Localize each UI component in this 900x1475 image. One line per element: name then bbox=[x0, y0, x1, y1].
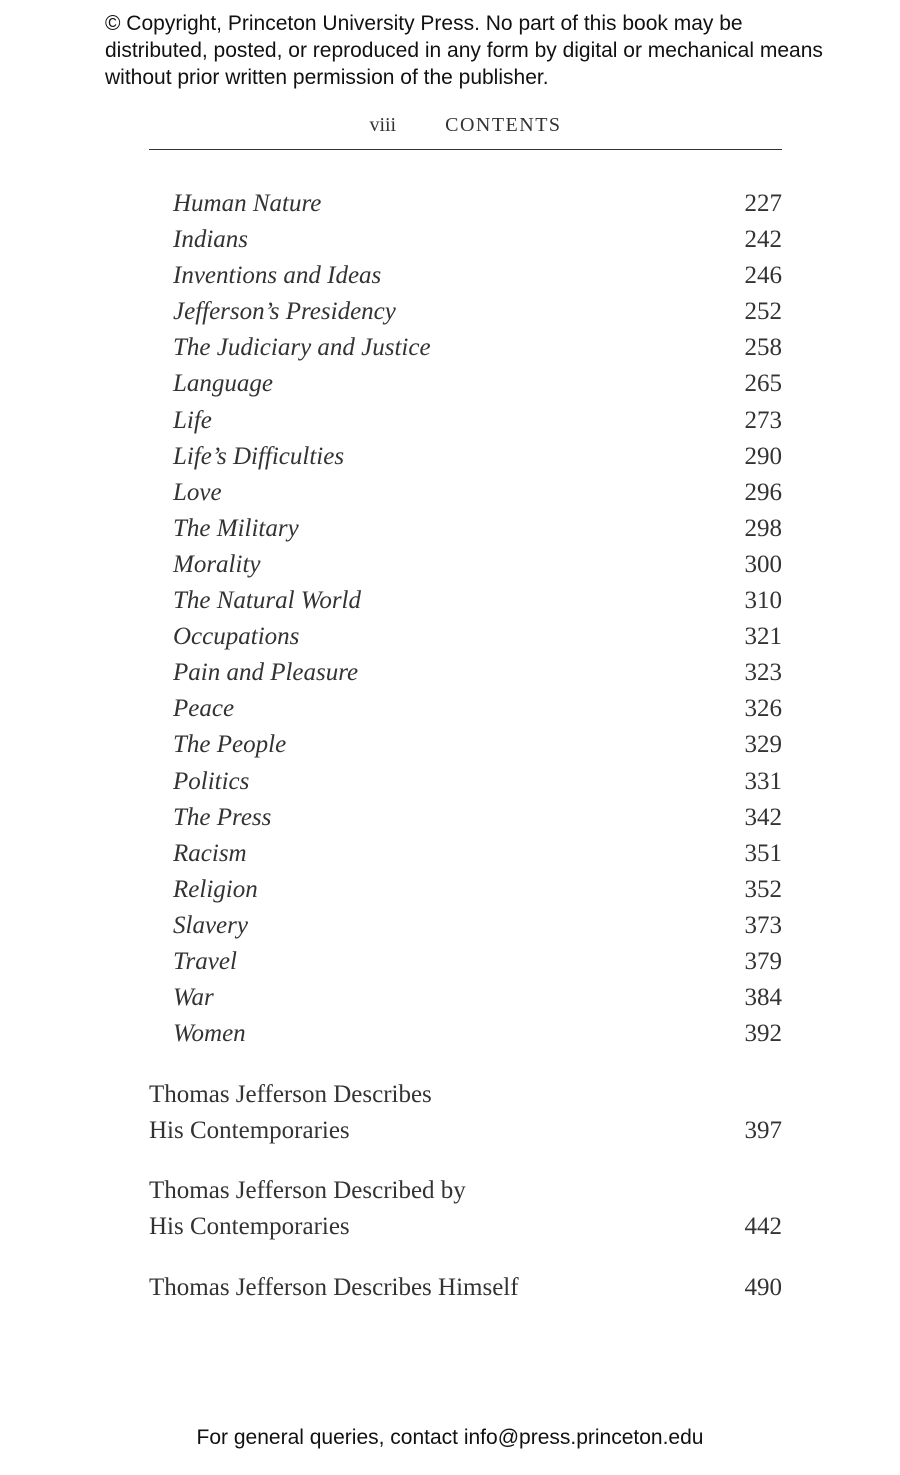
toc-sub-entry bbox=[173, 258, 782, 294]
toc-sub-entry bbox=[173, 439, 782, 475]
toc-entry-page: 290 bbox=[744, 443, 782, 470]
toc-entry-label: Jefferson’s Presidency bbox=[173, 298, 396, 325]
toc-entry-page: 352 bbox=[744, 876, 782, 903]
toc-sub-entry bbox=[173, 403, 782, 439]
toc-entry-page: 323 bbox=[744, 659, 782, 686]
toc-entry-label: The People bbox=[173, 731, 287, 758]
toc-entry-page: 265 bbox=[744, 370, 782, 397]
toc-sub-entry bbox=[173, 294, 782, 330]
toc-entry-label: The Judiciary and Justice bbox=[173, 334, 431, 361]
toc-entry-label: Peace bbox=[173, 695, 235, 722]
toc-sub-entry bbox=[173, 872, 782, 908]
toc-sub-entry bbox=[173, 727, 782, 763]
toc-entry-label: The Natural World bbox=[173, 587, 362, 614]
toc-entry-page: 397 bbox=[744, 1117, 782, 1144]
toc-entry-page: 351 bbox=[744, 840, 782, 867]
toc-sub-entry bbox=[173, 655, 782, 691]
copyright-notice: © Copyright, Princeton University Press. No part of this book may be distributed, posted, or reproduced in any form by digital or mechanical means without prior written permission of the publisher. bbox=[105, 12, 823, 89]
toc-entry-page: 326 bbox=[744, 695, 782, 722]
toc-entry-page: 227 bbox=[744, 190, 782, 217]
running-head bbox=[149, 114, 782, 137]
toc-entry-label: Politics bbox=[173, 768, 250, 795]
toc-entry-label: Indians bbox=[173, 226, 248, 253]
toc-entry-label: Inventions and Ideas bbox=[173, 262, 382, 289]
toc-main-entry bbox=[149, 1270, 782, 1306]
toc-entry-label: The Military bbox=[173, 515, 299, 542]
toc-entry-page: 298 bbox=[744, 515, 782, 542]
toc-entry-page: 490 bbox=[744, 1274, 782, 1301]
toc-entry-label: Slavery bbox=[173, 912, 248, 939]
toc-sub-entry bbox=[173, 583, 782, 619]
toc-entry-line: Thomas Jefferson Describes bbox=[149, 1081, 432, 1108]
toc-sub-entry bbox=[173, 836, 782, 872]
toc-entry-page: 331 bbox=[744, 768, 782, 795]
toc-entry-label: Love bbox=[173, 479, 222, 506]
toc-entry-label: Language bbox=[173, 370, 273, 397]
footer-contact: For general queries, contact info@press.princeton.edu bbox=[196, 1426, 704, 1449]
toc-entry-label: Morality bbox=[173, 551, 261, 578]
toc-entry-page: 392 bbox=[744, 1020, 782, 1047]
toc-entry-page: 258 bbox=[744, 334, 782, 361]
toc-sub-entry bbox=[173, 186, 782, 222]
running-head-title: CONTENTS bbox=[445, 114, 562, 136]
toc-entry-label: Racism bbox=[173, 840, 247, 867]
page-number: viii bbox=[369, 114, 397, 136]
toc-entry-page: 300 bbox=[744, 551, 782, 578]
toc-entry-line: Thomas Jefferson Describes Himself bbox=[149, 1274, 519, 1301]
toc-sub-entry bbox=[173, 619, 782, 655]
toc-entry-page: 296 bbox=[744, 479, 782, 506]
toc-entry-line: His Contemporaries bbox=[149, 1117, 350, 1144]
toc-sub-entry bbox=[173, 1016, 782, 1052]
toc-entry-line: Thomas Jefferson Described by bbox=[149, 1177, 466, 1204]
toc-sub-entry bbox=[173, 944, 782, 980]
toc-sub-entry bbox=[173, 475, 782, 511]
toc-entry-page: 329 bbox=[744, 731, 782, 758]
toc-entry-label: War bbox=[173, 984, 214, 1011]
toc-entry-page: 373 bbox=[744, 912, 782, 939]
toc-sub-entry bbox=[173, 980, 782, 1016]
toc-entry-label: Occupations bbox=[173, 623, 300, 650]
toc-entry-page: 252 bbox=[744, 298, 782, 325]
toc-entry-page: 246 bbox=[744, 262, 782, 289]
toc-sub-entry bbox=[173, 908, 782, 944]
toc-entry-page: 379 bbox=[744, 948, 782, 975]
toc-entry-page: 384 bbox=[744, 984, 782, 1011]
toc-entry-page: 321 bbox=[744, 623, 782, 650]
toc-sub-entry bbox=[173, 547, 782, 583]
toc-sub-entry bbox=[173, 330, 782, 366]
toc-entry-label: Travel bbox=[173, 948, 237, 975]
toc-entry-label: Women bbox=[173, 1020, 246, 1047]
toc-entry-line: His Contemporaries bbox=[149, 1213, 350, 1240]
toc-sub-entry bbox=[173, 764, 782, 800]
toc-entry-label: The Press bbox=[173, 804, 272, 831]
toc-sub-entry bbox=[173, 800, 782, 836]
toc-sub-entry bbox=[173, 366, 782, 402]
toc-sub-entry bbox=[173, 222, 782, 258]
toc-entry-label: Life bbox=[173, 407, 212, 434]
toc-entry-page: 310 bbox=[744, 587, 782, 614]
toc-entry-label: Religion bbox=[173, 876, 258, 903]
toc-main-entry bbox=[149, 1173, 782, 1245]
toc-sub-entry bbox=[173, 691, 782, 727]
toc-entry-label: Human Nature bbox=[173, 190, 322, 217]
toc-entry-page: 242 bbox=[744, 226, 782, 253]
toc-main-entry bbox=[149, 1077, 782, 1149]
toc-entry-page: 342 bbox=[744, 804, 782, 831]
toc-sub-entry bbox=[173, 511, 782, 547]
toc-entry-page: 442 bbox=[744, 1213, 782, 1240]
toc-entry-page: 273 bbox=[744, 407, 782, 434]
toc-entry-label: Pain and Pleasure bbox=[173, 659, 359, 686]
header-rule bbox=[149, 149, 782, 150]
toc-entry-label: Life’s Difficulties bbox=[173, 443, 345, 470]
